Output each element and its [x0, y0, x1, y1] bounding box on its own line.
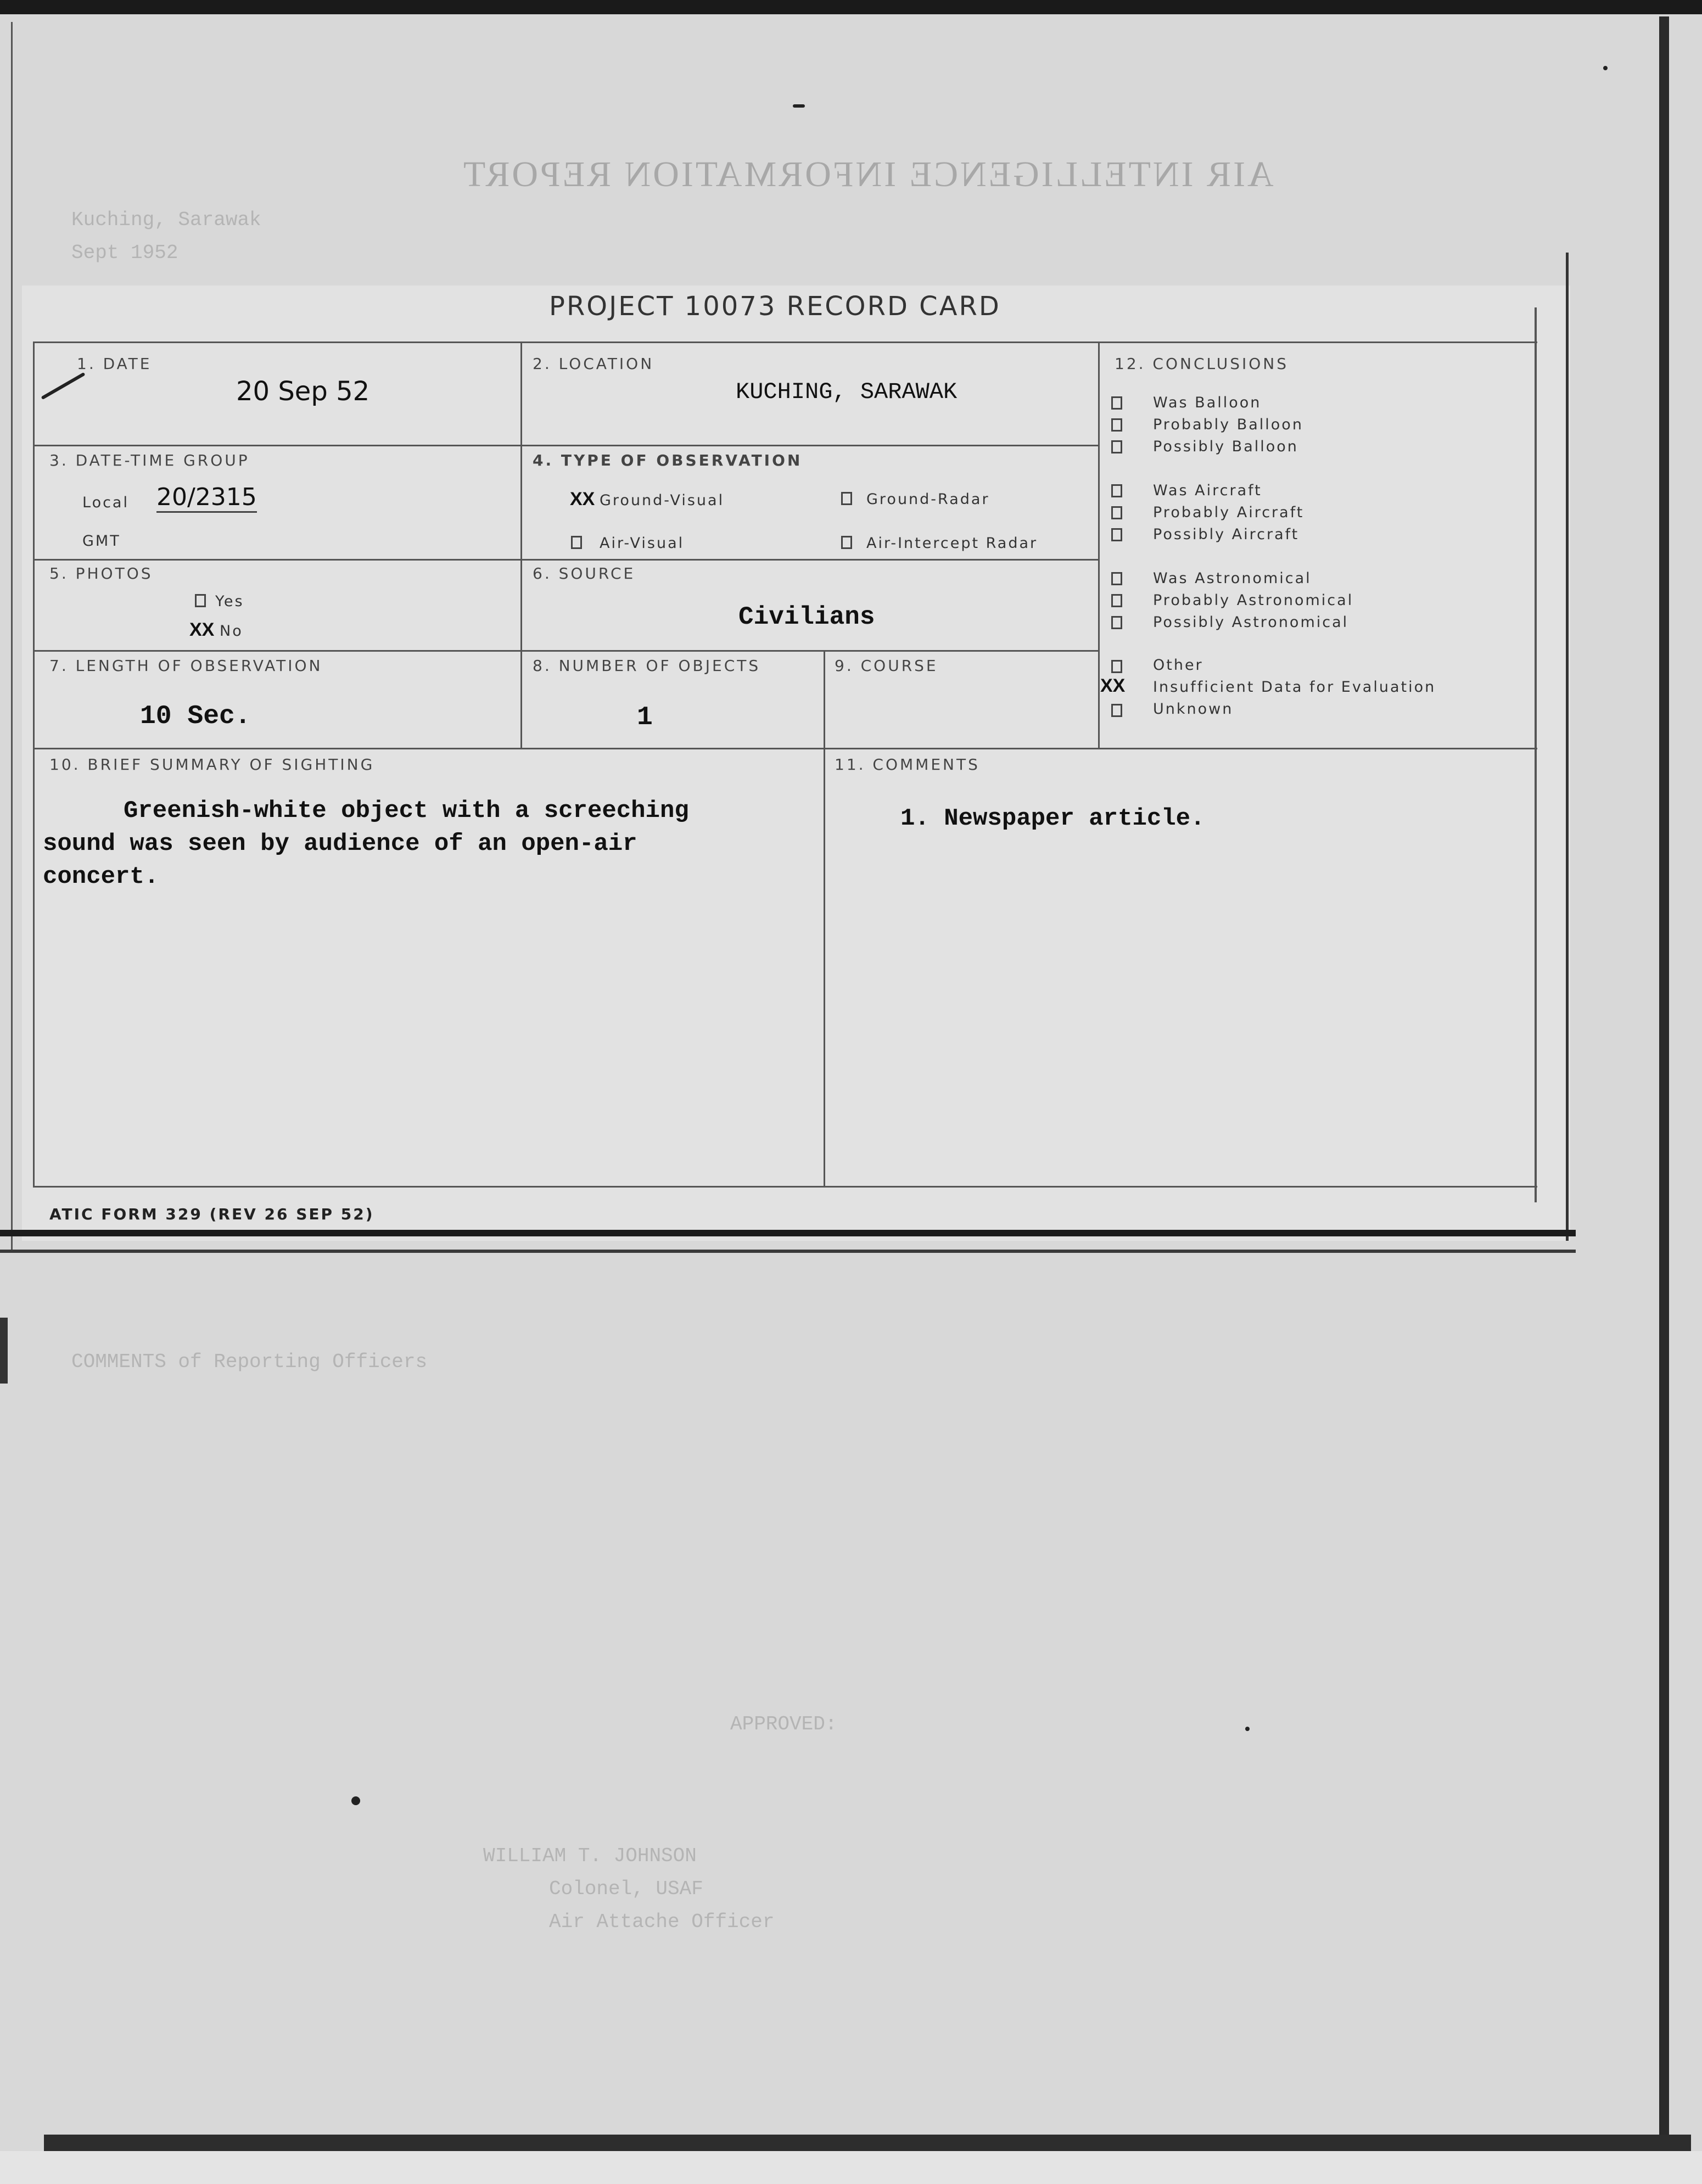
length-of-observation-value: 10 Sec.	[140, 702, 251, 731]
conclusion-option: Other	[1153, 657, 1203, 674]
grid-line	[33, 1186, 1537, 1188]
brief-summary-line: Greenish-white object with a screeching	[124, 797, 689, 825]
probably-balloon-checkbox	[1111, 418, 1122, 432]
ground-visual-check: XX	[570, 489, 595, 509]
film-right-border	[1659, 16, 1669, 2180]
ground-visual-option: Ground-Visual	[600, 492, 725, 509]
length-of-observation-label: 7. LENGTH OF OBSERVATION	[49, 657, 323, 675]
date-value: 20 Sep 52	[236, 376, 370, 407]
conclusion-option: Was Astronomical	[1153, 570, 1312, 587]
background-comments-heading: COMMENTS of Reporting Officers	[71, 1351, 428, 1373]
conclusion-option: Probably Aircraft	[1153, 504, 1305, 521]
course-label: 9. COURSE	[835, 657, 938, 675]
number-of-objects-label: 8. NUMBER OF OBJECTS	[533, 657, 761, 675]
other-checkbox	[1111, 660, 1122, 673]
card-inner-right-edge	[1535, 307, 1537, 1202]
photos-yes-checkbox	[195, 594, 206, 607]
photos-no-option: No	[220, 623, 243, 640]
air-intercept-radar-checkbox	[841, 536, 852, 549]
location-value: KUCHING, SARAWAK	[736, 379, 958, 405]
film-left-edge	[11, 22, 13, 1252]
film-bottom-strip	[0, 2151, 1702, 2184]
conclusion-option: Possibly Aircraft	[1153, 526, 1300, 543]
possibly-aircraft-checkbox	[1111, 528, 1122, 541]
conclusion-option: Was Balloon	[1153, 394, 1262, 411]
grid-line	[33, 748, 1537, 749]
date-time-group-label: 3. DATE-TIME GROUP	[49, 451, 250, 469]
photos-yes-option: Yes	[215, 593, 244, 610]
card-right-edge	[1566, 253, 1569, 1241]
probably-astronomical-checkbox	[1111, 594, 1122, 607]
ground-radar-checkbox	[841, 492, 852, 505]
film-left-mark	[0, 1318, 8, 1384]
air-visual-option: Air-Visual	[600, 535, 685, 552]
grid-line	[1098, 341, 1100, 748]
grid-line	[33, 341, 1537, 343]
grid-line	[33, 341, 35, 1186]
photos-label: 5. PHOTOS	[49, 564, 153, 583]
type-of-observation-label: 4. TYPE OF OBSERVATION	[533, 451, 803, 469]
date-time-group-value: 20/2315	[156, 483, 257, 513]
source-value: Civilians	[738, 603, 875, 631]
card-bottom-edge	[0, 1230, 1576, 1236]
background-signature-name: WILLIAM T. JOHNSON	[483, 1845, 697, 1867]
probably-aircraft-checkbox	[1111, 506, 1122, 519]
ink-speck	[793, 104, 805, 108]
background-line: Sept 1952	[71, 242, 178, 264]
number-of-objects-value: 1	[637, 703, 653, 732]
location-label: 2. LOCATION	[533, 355, 654, 373]
photos-no-check: XX	[189, 619, 215, 640]
conclusion-option: Probably Astronomical	[1153, 592, 1354, 609]
conclusion-option: Unknown	[1153, 701, 1234, 718]
was-astronomical-checkbox	[1111, 572, 1122, 585]
form-id: ATIC FORM 329 (REV 26 SEP 52)	[49, 1205, 374, 1223]
ground-radar-option: Ground-Radar	[866, 491, 990, 508]
unknown-checkbox	[1111, 704, 1122, 717]
grid-line	[33, 559, 1098, 561]
source-label: 6. SOURCE	[533, 564, 636, 583]
possibly-astronomical-checkbox	[1111, 616, 1122, 629]
grid-line	[824, 650, 825, 1186]
background-approved: APPROVED:	[730, 1713, 837, 1735]
air-visual-checkbox	[571, 536, 582, 549]
grid-line	[33, 445, 1098, 446]
conclusion-option: Was Aircraft	[1153, 482, 1262, 499]
brief-summary-label: 10. BRIEF SUMMARY OF SIGHTING	[49, 755, 375, 774]
air-intercept-radar-option: Air-Intercept Radar	[866, 535, 1038, 552]
card-title: PROJECT 10073 RECORD CARD	[549, 291, 1001, 322]
grid-line	[33, 650, 1098, 652]
ink-speck	[1245, 1727, 1250, 1731]
comments-label: 11. COMMENTS	[835, 755, 980, 774]
conclusion-option: Probably Balloon	[1153, 416, 1303, 433]
conclusions-label: 12. CONCLUSIONS	[1115, 355, 1289, 373]
ink-speck	[1603, 66, 1608, 70]
brief-summary-line: sound was seen by audience of an open-air	[43, 830, 637, 858]
background-signature-rank: Colonel, USAF	[549, 1878, 703, 1900]
conclusion-option: Possibly Balloon	[1153, 438, 1298, 455]
background-line: Kuching, Sarawak	[71, 209, 261, 231]
was-balloon-checkbox	[1111, 396, 1122, 410]
date-label: 1. DATE	[77, 355, 152, 373]
was-aircraft-checkbox	[1111, 484, 1122, 497]
background-signature-title: Air Attache Officer	[549, 1911, 775, 1933]
grid-line	[520, 341, 522, 748]
film-top-border	[0, 0, 1702, 14]
brief-summary-line: concert.	[43, 863, 159, 891]
gmt-label: GMT	[82, 533, 121, 550]
film-bottom-border	[44, 2135, 1691, 2151]
background-report-title: AIR INTELLIGENCE INFORMATION REPORT	[461, 154, 1274, 194]
possibly-balloon-checkbox	[1111, 440, 1122, 453]
conclusion-option: Possibly Astronomical	[1153, 614, 1349, 631]
conclusion-option: Insufficient Data for Evaluation	[1153, 679, 1436, 696]
card-bottom-edge-shadow	[0, 1250, 1576, 1253]
local-label: Local	[82, 494, 129, 511]
insufficient-data-check: XX	[1100, 675, 1126, 696]
comments-value: 1. Newspaper article.	[900, 805, 1205, 832]
ink-speck	[351, 1796, 360, 1805]
